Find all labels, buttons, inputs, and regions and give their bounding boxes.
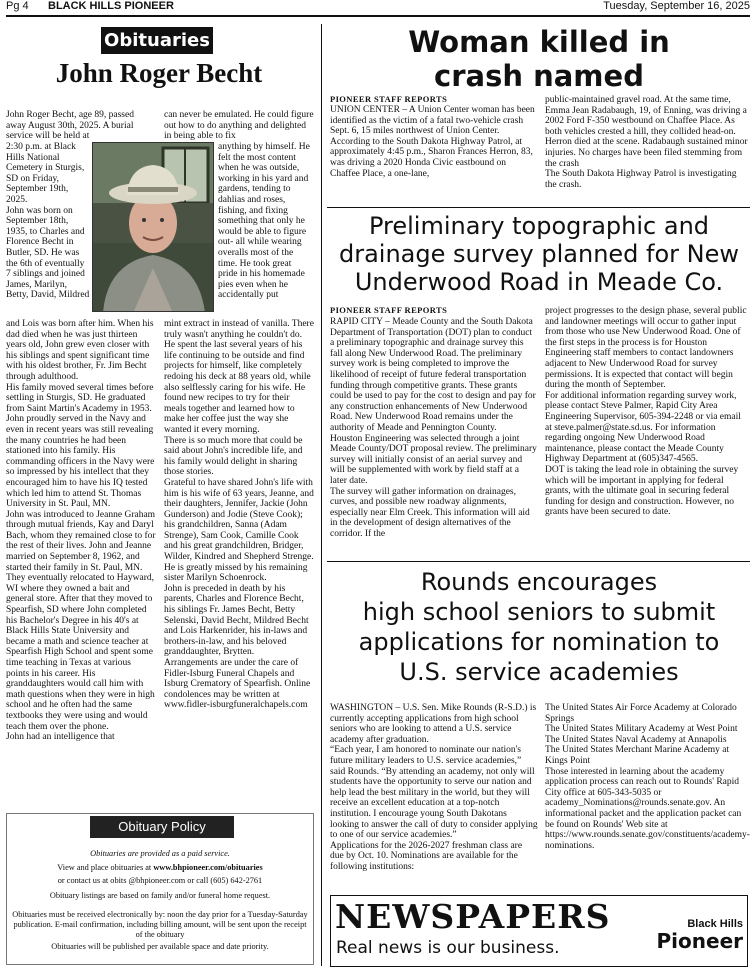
survey-headline-line-1: Preliminary topographic and: [368, 212, 710, 240]
ad-brand-main: Pioneer: [656, 929, 743, 953]
obituary-text-col1-top: John Roger Becht, age 89, passed away August 30th, 2025. A burial service will be held at: [6, 110, 134, 142]
ad-tagline: Real news is our business.: [336, 938, 560, 958]
policy-line-3: or contact us at obits @bhpioneer.com or call (605) 642-2761: [57, 876, 263, 885]
section-rule-2: [327, 561, 750, 562]
rounds-headline: [326, 567, 752, 687]
crash-headline: [330, 25, 748, 93]
obituary-text-col1-narrow: 2:30 p.m. at Black Hills National Cemetery in Sturgis, SD on Friday, September 19th, 2025. John was born on September 18th, 1935, to Charles and Florence Becht in Butler, SD. He was the 6th of eventually 7 siblings and joined James, Marilyn, Betty, David, Mildred: [6, 142, 90, 301]
rounds-headline-line-2: high school seniors to submit: [362, 598, 716, 626]
survey-headline-line-2: drainage survey planned for New: [338, 240, 740, 268]
page-number: Pg 4: [6, 0, 29, 12]
crash-headline-line-2: crash named: [434, 59, 644, 93]
rounds-headline-line-3: applications for nomination to: [358, 628, 720, 656]
rounds-headline-line-4: U.S. service academies: [399, 658, 679, 686]
rounds-headline-line-1: Rounds encourages: [420, 568, 658, 596]
policy-line-2: [10, 863, 310, 873]
obituary-text-col2-top: can never be emulated. He could figure out how to do anything and delighted in being able to fix: [164, 110, 314, 142]
survey-byline: PIONEER STAFF REPORTS: [330, 305, 448, 315]
rounds-text-col2: The United States Air Force Academy at Colorado Springs The United States Military Academy at West Point The United States Naval Academy at Annapolis The United States Merchant Marine Academy at Kings Point Those interested in learning about the academy application process can reach out to Rounds' Rapid City office at 605-343-5035 or academy_Nominations@rounds.senate.gov. An informational packet and the application packet can be found on Rounds' Web site at https://www.rounds.senate.gov/constituents/academy-nominations.: [545, 703, 750, 851]
survey-headline: [326, 212, 752, 296]
survey-text-col2: project progresses to the design phase, several public and landowner meetings will occur to gather input from those who use New Underwood Road. One of the first steps in the process is for Houston Engineering staff members to contact landowners adjacent to New Underwood Road for survey permissions. It is expected that contact will begin during the month of September. For additional information regarding survey work, please contact Steve Palmer, Rapid City Area Engineering Supervisor, 605-394-2248 or via email at steve.palmer@state.sd.us. For information regarding ongoing New Underwood Road maintenance, please contact the Meade County Highway Department at (605)347-4565. DOT is taking the lead role in obtaining the survey which will be important in applying for federal grants, with the ultimate goal in securing federal funding for design and construction. However, no grants have been secured to date.: [545, 306, 747, 518]
obituary-name: John Roger Becht: [55, 58, 263, 88]
crash-headline-line-1: Woman killed in: [408, 25, 670, 59]
obituary-text-col1-rest: and Lois was born after him. When his dad died when he was just thirteen years old, John grew even closer with his siblings and spent significant time with his oldest brother, Fr. Jim Becht through adulthood. His family moved several times before settling in Sturgis, SD. He graduated from Saint Martin's Academy in 1953. John proudly served in the Navy and even in recent years was still revealing the many countries he had been stationed into his family. His commanding officers in the Navy were so impressed by his intellect that they encouraged him to have his IQ tested which led him to attend St. Thomas University in St. Paul, MN. John was introduced to Jeanne Graham through mutual friends, Kay and Daryl Bach, whom they remained close to for the rest of their lives. John and Jeanne married on September 8, 1962, and started their family in St. Paul, MN. They eventually relocated to Hayward, WI where they owned a bait and general store. After that they moved to Spearfish, SD where John completed his Bachelor's Degree in his 40's at Black Hills State University and became a math and science teacher at Spearfish High School and spent some time teaching in Texas at various points in his career. His granddaughters would call him with math questions when they were in high school and he often had the same textbooks they were using and would teach them over the phone. John had an intelligence that: [6, 319, 156, 743]
header-rule: [6, 15, 750, 17]
ad-brand-top: Black Hills: [687, 918, 743, 930]
rounds-text-col1: WASHINGTON – U.S. Sen. Mike Rounds (R-S.D.) is currently accepting applications from high school seniors who are looking to attend a U.S. service academy after graduation. “Each year, I am honored to nominate our nation's future military leaders to U.S. service academies,” said Rounds. “By attending an academy, not only will students have the opportunity to serve our nation and help lead the best military in the world, but they will receive an excellent education at a top-notch institution. I encourage young South Dakotans looking to answer the call of duty to consider applying to one of our service academies.” Applications for the 2026-2027 freshman class are due by Oct. 10. Nominations are available for the following institutions:: [330, 703, 538, 872]
obituaries-link[interactable]: www.bhpioneer.com/obituaries: [153, 863, 263, 872]
policy-line-6: Obituaries will be published per available space and date priority.: [51, 942, 269, 951]
obituary-portrait-photo: [92, 142, 214, 312]
house-ad-newspapers[interactable]: [330, 895, 748, 967]
column-divider: [321, 24, 322, 966]
crash-byline: PIONEER STAFF REPORTS: [330, 94, 448, 104]
survey-text-col1: RAPID CITY – Meade County and the South Dakota Department of Transportation (DOT) plan to conduct a preliminary topographic and drainage survey this fall along New Underwood Road. The preliminary survey work is being completed to improve the likelihood of receipt of future federal transportation funding through competitive grants. These grants could be used to pay for the cost to design and pay for any construction enhancements of New Underwood Road. New Underwood Road remains under the authority of Meade and Pennington County. Houston Engineering was selected through a joint Meade County/DOT proposal review. The preliminary survey will initially consist of an aerial survey and will be supplemented with work by field staff at a later date. The survey will gather information on drainages, curves, and possible new roadway alignments, especially near Elm Creek. This information will aid in the development of design alternatives of the corridor. If the: [330, 317, 537, 539]
section-rule-1: [327, 207, 750, 208]
portrait-illustration: [93, 143, 214, 312]
page-header: [6, 0, 750, 14]
obituary-text-col2-rest: mint extract in instead of vanilla. There truly wasn't anything he couldn't do. He spent the last several years of his life continuing to be outside and find projects for himself, like completely redoing his deck at 88 years old, while also selflessly caring for his wife. He found new recipes to try for their meals together and learned how to make her coffee just the way she wanted it every morning. There is so much more that could be said about John's incredible life, and his family would delight in sharing those stories. Grateful to have shared John's life with him is his wife of 63 years, Jeanne, and their daughters, Jennifer, Jackie (John Gunderson) and Jodie (Steve Cook); his grandchildren, Sanna (Adam Strenge), Sam Cook, Camille Cook and his great grandchildren, Bridger, Wilder, Kindred and Shepherd Strenge. He is greatly missed by his remaining sister Marilyn Schoenrock. John is preceded in death by his parents, Charles and Florence Becht, his siblings Fr. James Becht, Betty Selenski, David Becht, Mildred Becht and Lois Harkenrider, his in-laws and brothers-in-law, and his beloved granddaughter, Brytten. Arrangements are under the care of Fidler-Isburg Funeral Chapels and Isburg Crematory of Spearfish. Online condolences may be written at www.fidler-isburgfuneralchapels.com: [164, 319, 314, 711]
survey-headline-line-3: Underwood Road in Meade Co.: [354, 268, 724, 296]
policy-line-2-text: View and place obituaries at: [57, 863, 154, 872]
obituary-text-col2-narrow: anything by himself. He felt the most content when he was outside, working in his yard and gardens, tending to dahlias and roses, fishing, and fixing something that only he would be able to figure out- all while wearing overalls most of the time. He took great pride in his homemade pies even when he accidentally put: [218, 142, 310, 301]
ad-headline-word: NEWSPAPERS: [335, 897, 611, 936]
policy-line-1: Obituaries are provided as a paid service.: [90, 849, 230, 858]
paper-name: BLACK HILLS PIONEER: [48, 0, 174, 12]
ad-brand-logo: [657, 918, 743, 952]
obituary-policy-title: Obituary Policy: [90, 816, 234, 838]
policy-line-5: Obituaries must be received electronically by: noon the day prior for a Tuesday-Saturday publication. E-mail confirmation, including billing amount, will be sent upon the receipt of the obituary: [12, 910, 308, 939]
crash-text-col1: UNION CENTER – A Union Center woman has been identified as the victim of a fatal two-vehicle crash Sept. 6, 15 miles northwest of Union Center. According to the South Dakota Highway Patrol, at approximately 4:45 p.m., Sharon Frances Herron, 83, was driving a 2020 Honda Civic eastbound on Chaffee Place, a one-lane,: [330, 105, 535, 179]
issue-date: Tuesday, September 16, 2025: [603, 0, 750, 12]
policy-line-4: Obituary listings are based on family and/or funeral home request.: [49, 891, 271, 900]
crash-text-col2: public-maintained gravel road. At the same time, Emma Jean Radabaugh, 19, of Enning, was driving a 2002 Ford F-350 westbound on Chaffee Place. As both vehicles crested a hill, they collided head-on. Herron died at the scene. Radabaugh sustained minor injuries. No charges have been filed stemming from the crash The South Dakota Highway Patrol is investigating the crash.: [545, 95, 748, 190]
section-tag-obituaries: Obituaries: [101, 27, 213, 54]
